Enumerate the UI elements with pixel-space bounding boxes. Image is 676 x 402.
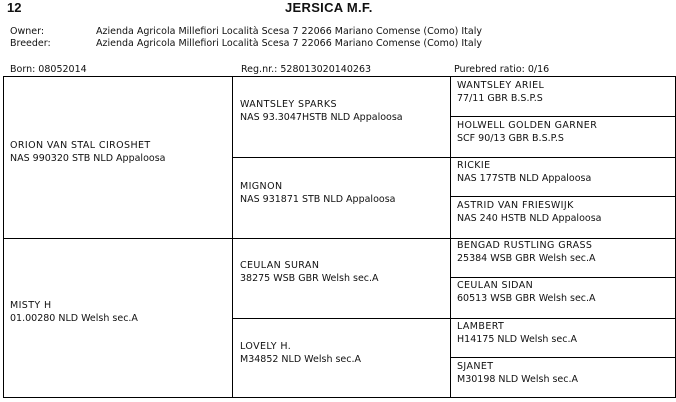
column-divider-1 xyxy=(232,76,233,398)
ggp-name-1: WANTSLEY ARIEL xyxy=(457,80,545,91)
ggp-cell-2 xyxy=(457,119,597,145)
sire-dam-cell xyxy=(240,180,395,206)
column-divider-2 xyxy=(450,76,451,398)
dam-dam-registration: M34852 NLD Welsh sec.A xyxy=(240,354,362,365)
ggp-name-7: LAMBERT xyxy=(457,321,505,332)
sire-sire-cell xyxy=(240,98,403,124)
ggp-name-8: SJANET xyxy=(457,361,494,372)
dam-sire-cell xyxy=(240,259,379,285)
dam-cell xyxy=(10,299,138,325)
sire-registration: NAS 990320 STB NLD Appaloosa xyxy=(10,153,166,164)
ggp-divider-2 xyxy=(450,196,676,197)
ggp-registration-1: 77/11 GBR B.S.P.S xyxy=(457,93,543,104)
ggp-registration-6: 60513 WSB GBR Welsh sec.A xyxy=(457,293,596,304)
ggp-name-6: CEULAN SIDAN xyxy=(457,280,534,291)
ggp-name-5: BENGAD RUSTLING GRASS xyxy=(457,240,593,251)
ggp-cell-1 xyxy=(457,79,544,105)
ggp-cell-5 xyxy=(457,239,596,265)
owner-value: Azienda Agricola Millefiori Località Scesa 7 22066 Mariano Comense (Como) Italy xyxy=(96,26,482,37)
dam-registration: 01.00280 NLD Welsh sec.A xyxy=(10,313,138,324)
info-line xyxy=(0,64,676,76)
dam-name: MISTY H xyxy=(10,300,52,311)
horse-name-title: JERSICA M.F. xyxy=(285,0,373,15)
ggp-name-3: RICKIE xyxy=(457,160,491,171)
ggp-name-4: ASTRID VAN FRIESWIJK xyxy=(457,200,574,211)
purebred-ratio: Purebred ratio: 0/16 xyxy=(454,64,550,75)
sire-name: ORION VAN STAL CIROSHET xyxy=(10,140,151,151)
dam-dam-name: LOVELY H. xyxy=(240,341,292,352)
ggp-cell-8 xyxy=(457,360,578,386)
ggp-registration-8: M30198 NLD Welsh sec.A xyxy=(457,374,579,385)
ggp-name-2: HOLWELL GOLDEN GARNER xyxy=(457,120,598,131)
ggp-cell-3 xyxy=(457,159,591,185)
ggp-cell-7 xyxy=(457,320,577,346)
sire-sire-name: WANTSLEY SPARKS xyxy=(240,99,337,110)
owner-label: Owner: xyxy=(10,26,45,37)
ggp-registration-4: NAS 240 HSTB NLD Appaloosa xyxy=(457,213,602,224)
document-header xyxy=(0,0,676,20)
entry-number: 12 xyxy=(7,0,22,15)
ggp-divider-1 xyxy=(450,116,676,117)
dam-sire-registration: 38275 WSB GBR Welsh sec.A xyxy=(240,273,379,284)
grandparents-divider-top xyxy=(232,157,676,158)
breeder-value: Azienda Agricola Millefiori Località Scesa 7 22066 Mariano Comense (Como) Italy xyxy=(96,38,482,49)
ggp-divider-3 xyxy=(450,277,676,278)
sire-dam-registration: NAS 931871 STB NLD Appaloosa xyxy=(240,194,396,205)
ggp-divider-4 xyxy=(450,357,676,358)
ggp-cell-6 xyxy=(457,279,596,305)
registration-number: Reg.nr.: 528013020140263 xyxy=(241,64,372,75)
ggp-registration-7: H14175 NLD Welsh sec.A xyxy=(457,334,577,345)
dam-dam-cell xyxy=(240,340,361,366)
ggp-cell-4 xyxy=(457,199,601,225)
ggp-registration-5: 25384 WSB GBR Welsh sec.A xyxy=(457,253,596,264)
sire-sire-registration: NAS 93.3047HSTB NLD Appaloosa xyxy=(240,112,403,123)
sire-dam-name: MIGNON xyxy=(240,181,283,192)
breeder-label: Breeder: xyxy=(10,38,51,49)
ggp-registration-3: NAS 177STB NLD Appaloosa xyxy=(457,173,592,184)
birth-date: Born: 08052014 xyxy=(10,64,87,75)
grandparents-divider-bottom xyxy=(232,318,676,319)
sire-cell xyxy=(10,139,165,165)
ggp-registration-2: SCF 90/13 GBR B.S.P.S xyxy=(457,133,564,144)
dam-sire-name: CEULAN SURAN xyxy=(240,260,320,271)
